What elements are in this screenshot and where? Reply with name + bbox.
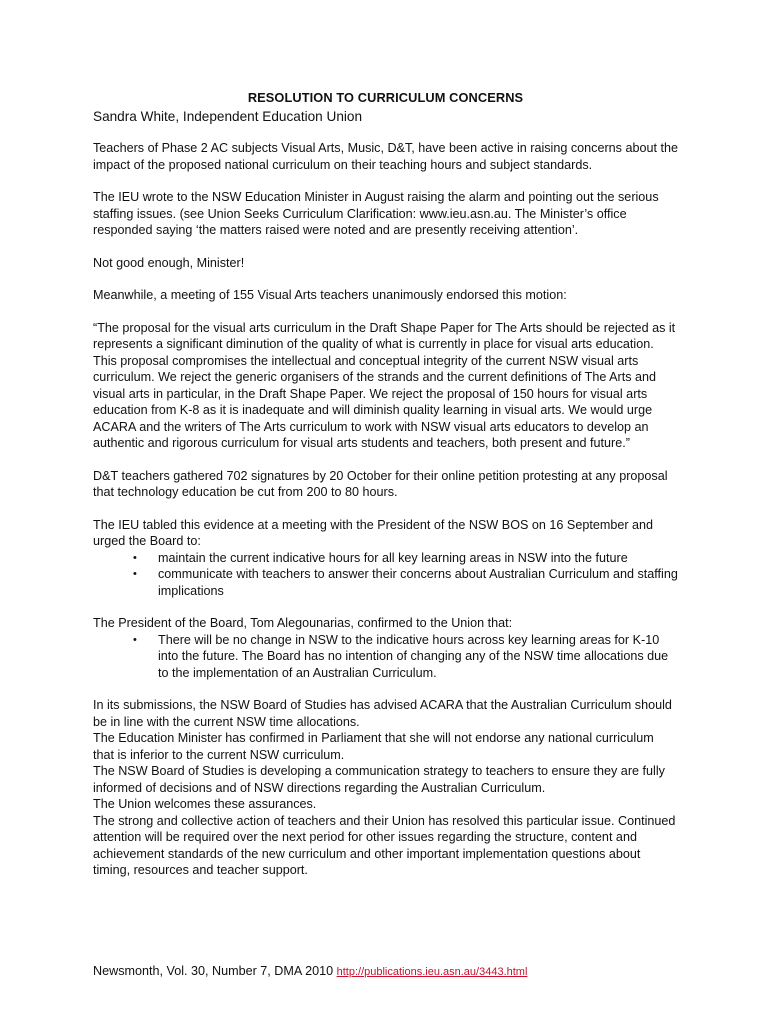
- paragraph: D&T teachers gathered 702 signatures by 20 October for their online petition protesting at any proposal that technology education be cut from 200 to 80 hours.: [93, 468, 668, 499]
- paragraph: The IEU tabled this evidence at a meeting with the President of the NSW BOS on 16 September and urged the Board to:: [93, 517, 654, 548]
- list-item-text: communicate with teachers to answer their concerns about Australian Curriculum and staffing implications: [158, 567, 678, 598]
- paragraph: The Union welcomes these assurances.: [93, 797, 317, 811]
- bullet-icon: •: [133, 568, 137, 580]
- bullet-icon: •: [133, 551, 137, 564]
- byline: Sandra White, Independent Education Union: [93, 109, 363, 124]
- paragraph: The strong and collective action of teachers and their Union has resolved this particular issue. Continued attention will be required over the next period for other issues regarding the structure, content and achievement standards of the new curriculum and other important implementation questions about timing, resources and teacher support.: [93, 813, 676, 877]
- paragraph: Not good enough, Minister!: [93, 255, 245, 270]
- paragraph: The Education Minister has confirmed in Parliament that she will not endorse any national curriculum that is inferior to the current NSW curriculum.: [93, 731, 654, 762]
- bullet-list-urged: [93, 550, 678, 600]
- source-link[interactable]: http://publications.ieu.asn.au/3443.html: [336, 966, 528, 978]
- document-title: RESOLUTION TO CURRICULUM CONCERNS: [247, 90, 524, 105]
- list-item-text: There will be no change in NSW to the indicative hours across key learning areas for K-10 into the future. The Board has no intention of changing any of the NSW time allocations due to the implementation of an Australian Curriculum.: [158, 632, 669, 680]
- list-item: [93, 566, 678, 599]
- citation-text: Newsmonth, Vol. 30, Number 7, DMA 2010: [93, 964, 334, 978]
- list-item: [93, 550, 678, 567]
- bullet-icon: •: [133, 633, 137, 646]
- paragraph: In its submissions, the NSW Board of Studies has advised ACARA that the Australian Curriculum should be in line with the current NSW time allocations.: [93, 698, 672, 729]
- motion-quote: “The proposal for the visual arts curriculum in the Draft Shape Paper for The Arts should be rejected as it represents a significant diminution of the quality of what is currently in place for visual arts education. This proposal compromises the intellectual and conceptual integrity of the current NSW visual arts curriculum. We reject the generic organisers of the strands and the current definitions of The Arts and visual arts in particular, in the Draft Shape Paper. We reject the proposal of 150 hours for visual arts education from K-8 as it is inadequate and will diminish quality learning in visual arts. We would urge ACARA and the writers of The Arts curriculum to work with NSW visual arts educators to develop an authentic and rigorous curriculum for visual arts students and teachers, both present and future.”: [93, 320, 676, 450]
- bullet-list-confirmed: [93, 632, 678, 682]
- paragraph: The President of the Board, Tom Alegounarias, confirmed to the Union that:: [93, 616, 513, 630]
- paragraph: The NSW Board of Studies is developing a communication strategy to teachers to ensure they are fully informed of decisions and of NSW directions regarding the Australian Curriculum.: [93, 764, 665, 795]
- paragraph: Meanwhile, a meeting of 155 Visual Arts teachers unanimously endorsed this motion:: [93, 288, 567, 302]
- paragraph: The IEU wrote to the NSW Education Minister in August raising the alarm and pointing out the serious staffing issues. (see Union Seeks Curriculum Clarification: www.ieu.asn.au. The Minister’s office responded saying ‘the matters raised were noted and are presently receiving attention’.: [93, 190, 659, 237]
- list-item: [93, 632, 678, 682]
- footer-citation: [93, 964, 527, 978]
- paragraph: Teachers of Phase 2 AC subjects Visual Arts, Music, D&T, have been active in raising concerns about the impact of the proposed national curriculum on their teaching hours and subject standards.: [93, 141, 678, 172]
- list-item-text: maintain the current indicative hours for all key learning areas in NSW into the future: [158, 550, 628, 565]
